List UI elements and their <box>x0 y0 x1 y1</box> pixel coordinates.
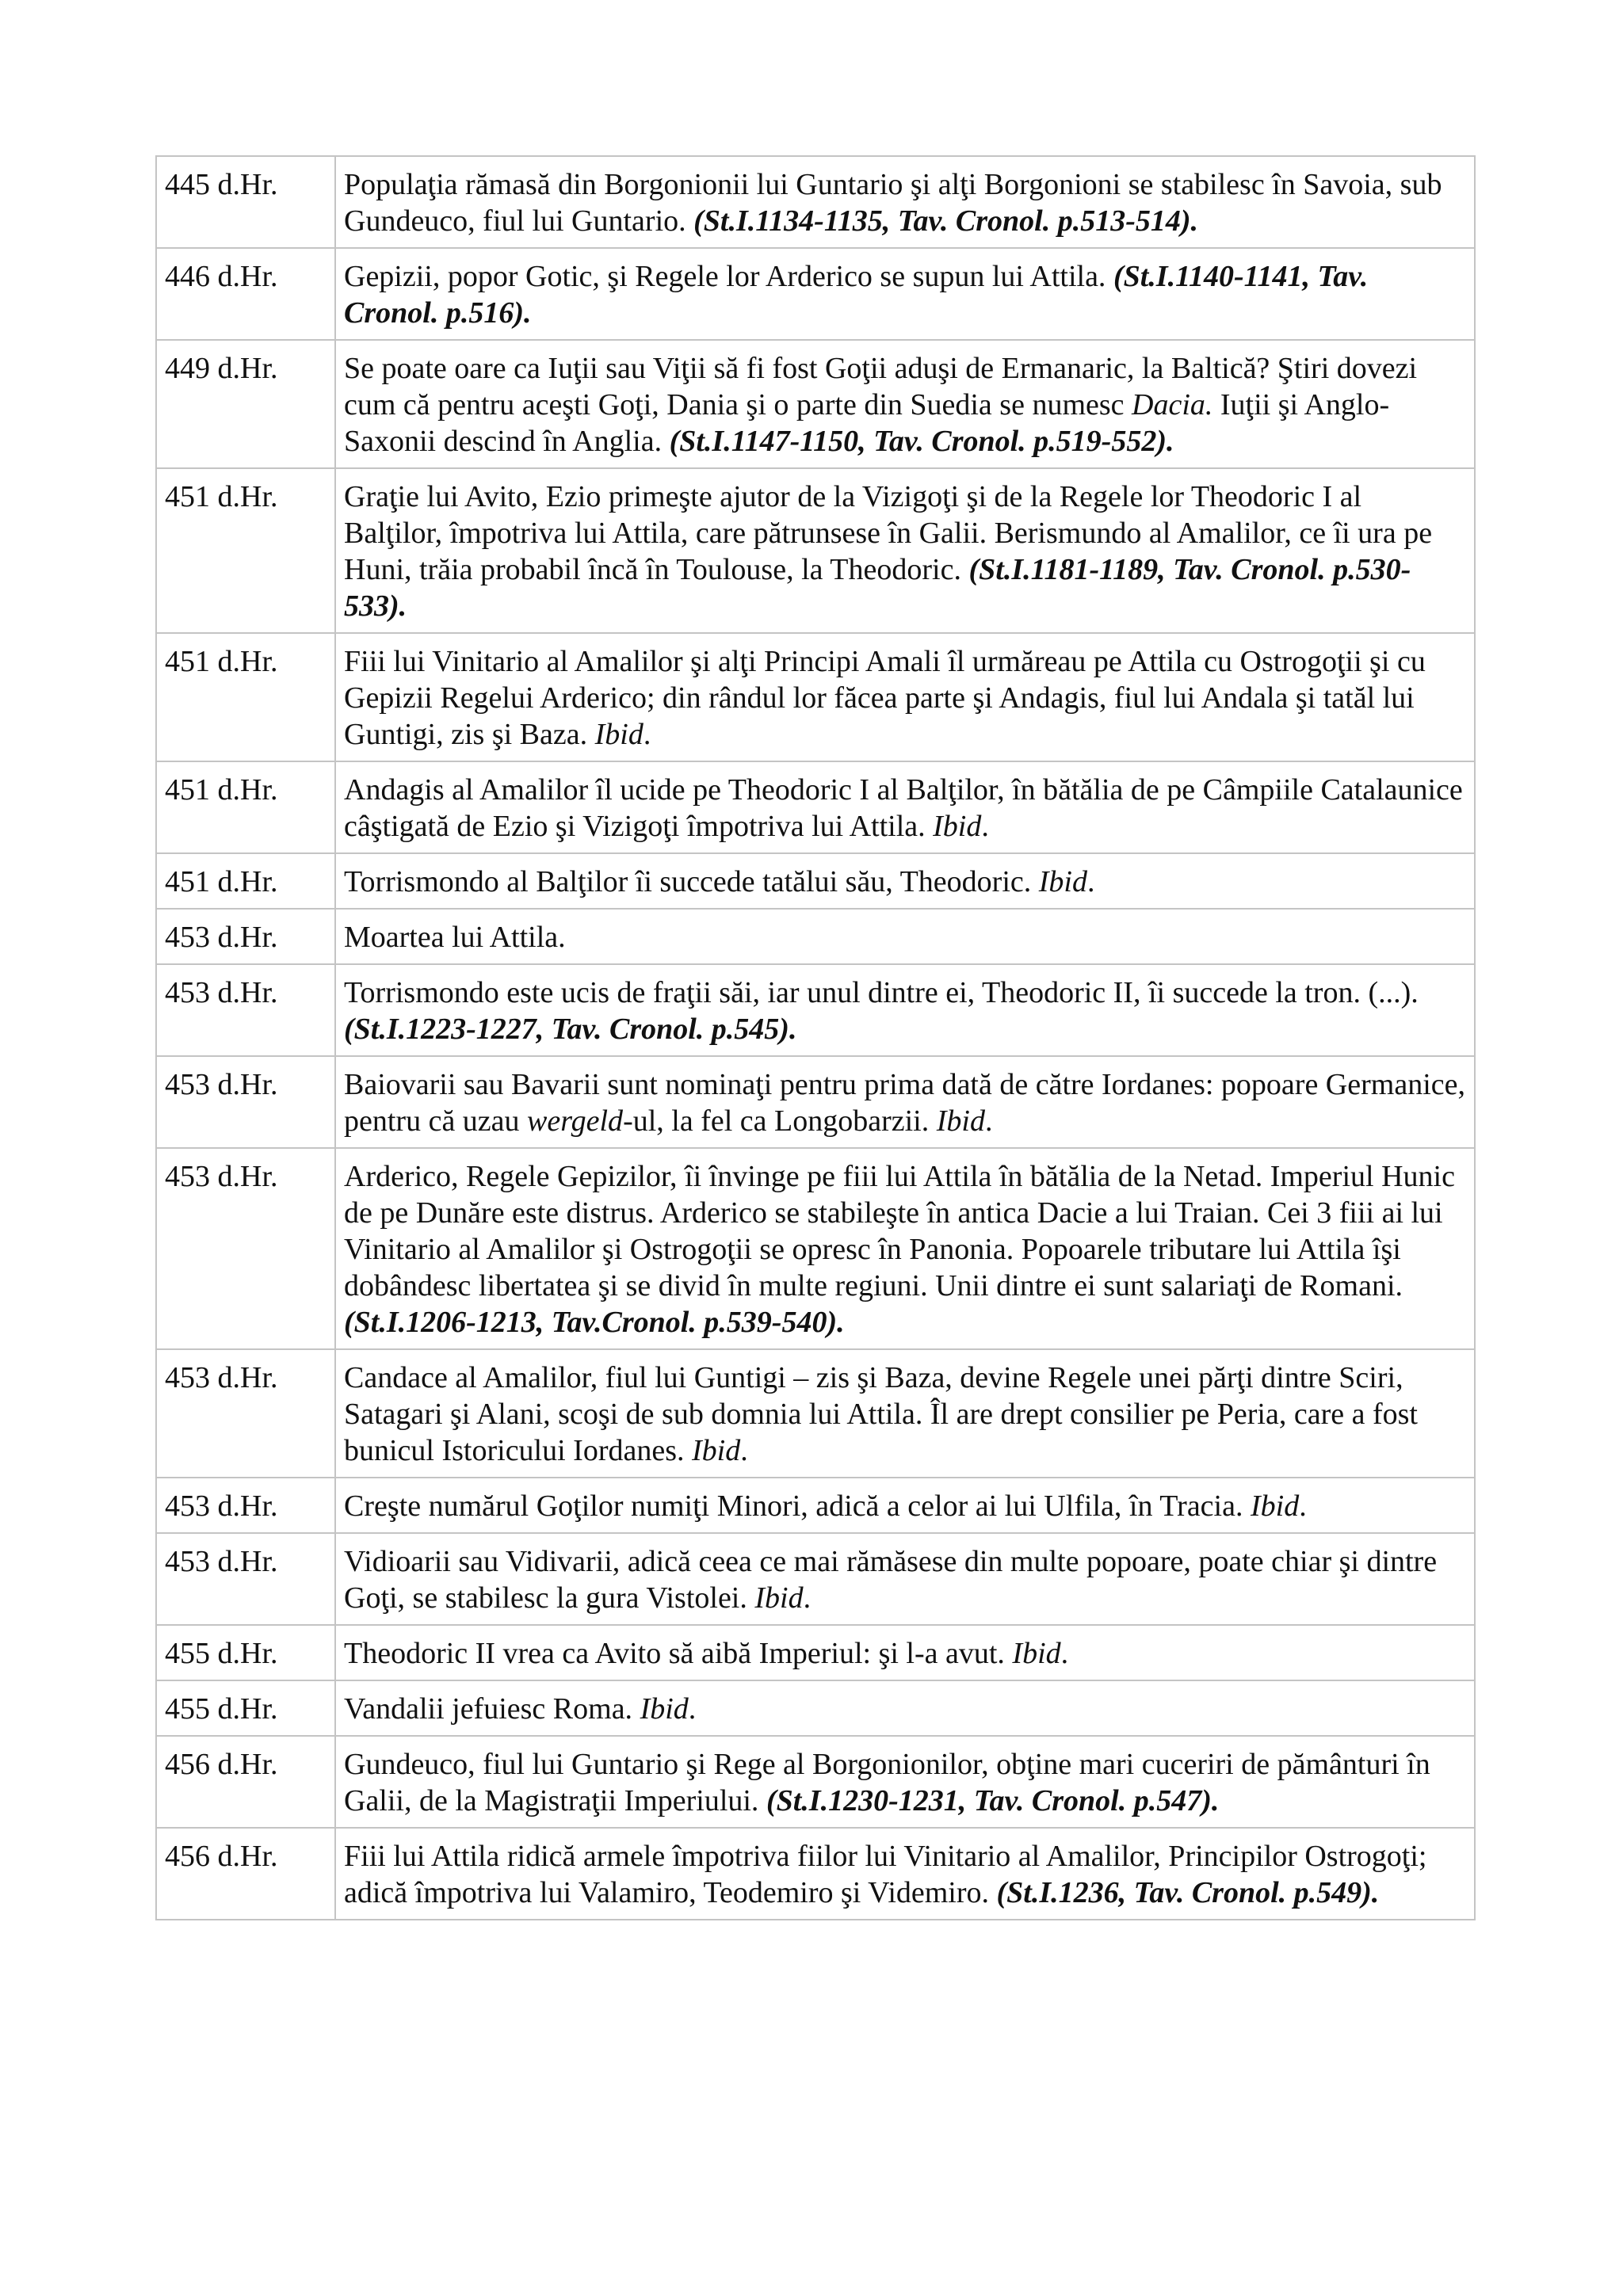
year-cell: 446 d.Hr. <box>156 248 335 340</box>
event-text: Vidioarii sau Vidivarii, adică ceea ce mai rămăsese din multe popoare, poate chiar şi dintre Goţi, se stabilesc la gura Vistolei. <box>344 1545 1438 1615</box>
table-row <box>156 1056 1475 1148</box>
event-text: . <box>803 1581 812 1615</box>
year-cell: 453 d.Hr. <box>156 1349 335 1478</box>
event-text-cell <box>335 909 1475 964</box>
event-text: Andagis al Amalilor îl ucide pe Theodoric I al Balţilor, în bătălia de pe Câmpiile Catalaunice câştigată de Ezio şi Vizigoţi împotriva lui Attila. <box>344 773 1463 843</box>
chronology-table-body <box>156 156 1475 1920</box>
event-text-cell <box>335 340 1475 468</box>
event-text: . <box>984 1104 993 1138</box>
source-reference: (St.I.1236, Tav. Cronol. p.549). <box>996 1876 1380 1909</box>
event-text: . <box>1086 865 1095 898</box>
table-row <box>156 1680 1475 1736</box>
source-reference: (St.I.1230-1231, Tav. Cronol. p.547). <box>766 1784 1220 1817</box>
event-text-cell <box>335 468 1475 633</box>
year-cell: 453 d.Hr. <box>156 1478 335 1533</box>
italic-text: Ibid <box>594 718 643 751</box>
event-text: Se poate oare ca Iuţii sau Viţii să fi fost Goţii aduşi de Ermanaric, la Baltică? Ştiri dovezi cum că pentru aceşti Goţi, Dania şi o parte din Suedia se numesc <box>344 352 1418 421</box>
year-cell: 451 d.Hr. <box>156 761 335 853</box>
event-text: Theodoric II vrea ca Avito să aibă Imperiul: şi l-a avut. <box>344 1637 1013 1670</box>
event-text-cell <box>335 1056 1475 1148</box>
table-row <box>156 1148 1475 1349</box>
event-text-cell <box>335 1148 1475 1349</box>
event-text: Fiii lui Vinitario al Amalilor şi alţi Principi Amali îl urmăreau pe Attila cu Ostrogoţii şi cu Gepizii Regelui Arderico; din rândul lor făcea parte şi Andagis, fiul lui Andala şi tatăl lui Guntigi, zis şi Baza. <box>344 645 1426 751</box>
event-text: . <box>740 1434 748 1467</box>
italic-text: Ibid <box>936 1104 985 1138</box>
event-text: . <box>1299 1489 1307 1523</box>
event-text-cell <box>335 964 1475 1056</box>
event-text-cell <box>335 1478 1475 1533</box>
table-row <box>156 340 1475 468</box>
italic-text: Ibid <box>640 1692 689 1726</box>
table-row <box>156 1828 1475 1920</box>
year-cell: 451 d.Hr. <box>156 853 335 909</box>
table-row <box>156 1736 1475 1828</box>
event-text-cell <box>335 761 1475 853</box>
table-row <box>156 853 1475 909</box>
event-text: Arderico, Regele Gepizilor, îi învinge pe fiii lui Attila în bătălia de la Netad. Imperiul Hunic de pe Dunăre este distrus. Arderico se stabileşte în antica Dacie a lui Traian. Cei 3 fiii ai lui Vinitario al Amalilor şi Ostrogoţii se opresc în Panonia. Popoarele tributare lui Attila îşi dobândesc libertatea şi se divid în multe regiuni. Unii dintre ei sunt salariaţi de Romani. <box>344 1160 1455 1302</box>
table-row <box>156 156 1475 248</box>
event-text-cell <box>335 1680 1475 1736</box>
italic-text: Ibid <box>692 1434 741 1467</box>
event-text: Torrismondo este ucis de fraţii săi, iar unul dintre ei, Theodoric II, îi succede la tron. (...). <box>344 976 1419 1009</box>
event-text-cell <box>335 1828 1475 1920</box>
table-row <box>156 909 1475 964</box>
year-cell: 453 d.Hr. <box>156 909 335 964</box>
year-cell: 455 d.Hr. <box>156 1625 335 1680</box>
year-cell: 456 d.Hr. <box>156 1828 335 1920</box>
year-cell: 451 d.Hr. <box>156 468 335 633</box>
event-text: Gundeuco, fiul lui Guntario şi Rege al Borgonionilor, obţine mari cuceriri de pământuri în Galii, de la Magistraţii Imperiului. <box>344 1748 1430 1817</box>
event-text-cell <box>335 248 1475 340</box>
event-text: . <box>1060 1637 1069 1670</box>
year-cell: 453 d.Hr. <box>156 1056 335 1148</box>
event-text: Moartea lui Attila. <box>344 921 566 954</box>
table-row <box>156 1349 1475 1478</box>
event-text-cell <box>335 633 1475 761</box>
event-text: Gepizii, popor Gotic, şi Regele lor Arderico se supun lui Attila. <box>344 260 1113 293</box>
table-row <box>156 248 1475 340</box>
source-reference: (St.I.1206-1213, Tav.Cronol. p.539-540). <box>344 1306 845 1339</box>
table-row <box>156 1533 1475 1625</box>
source-reference: (St.I.1223-1227, Tav. Cronol. p.545). <box>344 1013 797 1046</box>
year-cell: 456 d.Hr. <box>156 1736 335 1828</box>
source-reference: (St.I.1147-1150, Tav. Cronol. p.519-552). <box>669 425 1174 458</box>
italic-text: Ibid <box>1012 1637 1061 1670</box>
event-text: . <box>643 718 651 751</box>
event-text: Populaţia rămasă din Borgonionii lui Guntario şi alţi Borgonioni se stabilesc în Savoia, sub Gundeuco, fiul lui Guntario. <box>344 168 1442 238</box>
italic-text: Ibid <box>1250 1489 1300 1523</box>
event-text-cell <box>335 1625 1475 1680</box>
table-row <box>156 633 1475 761</box>
italic-text: Ibid <box>933 810 982 843</box>
italic-text: Ibid <box>1038 865 1087 898</box>
table-row <box>156 964 1475 1056</box>
event-text: . <box>981 810 989 843</box>
event-text: Candace al Amalilor, fiul lui Guntigi – zis şi Baza, devine Regele unei părţi dintre Sciri, Satagari şi Alani, scoşi de sub domnia lui Attila. Îl are drept consilier pe Peria, care a fost bunicul Istoricului Iordanes. <box>344 1361 1418 1467</box>
event-text: Vandalii jefuiesc Roma. <box>344 1692 640 1726</box>
event-text: Torrismondo al Balţilor îi succede tatălui său, Theodoric. <box>344 865 1039 898</box>
chronology-table <box>155 155 1476 1920</box>
event-text-cell <box>335 1533 1475 1625</box>
table-row <box>156 761 1475 853</box>
table-row <box>156 468 1475 633</box>
italic-text: wergeld <box>527 1104 624 1138</box>
source-reference: (St.I.1140-1141, Tav. Cronol. p.516). <box>344 260 1369 330</box>
event-text: Fiii lui Attila ridică armele împotriva fiilor lui Vinitario al Amalilor, Principilor Ostrogoţi; adică împotriva lui Valamiro, Teodemiro şi Videmiro. <box>344 1840 1427 1909</box>
source-reference: (St.I.1134-1135, Tav. Cronol. p.513-514). <box>693 204 1199 238</box>
italic-text: Ibid <box>754 1581 804 1615</box>
event-text: Creşte numărul Goţilor numiţi Minori, adică a celor ai lui Ulfila, în Tracia. <box>344 1489 1251 1523</box>
event-text: . <box>688 1692 697 1726</box>
year-cell: 453 d.Hr. <box>156 1533 335 1625</box>
italic-text: Dacia. <box>1132 388 1213 421</box>
event-text: Baiovarii sau Bavarii sunt nominaţi pentru prima dată de către Iordanes: popoare Germanice, pentru că uzau <box>344 1068 1465 1138</box>
event-text-cell <box>335 1736 1475 1828</box>
event-text: Iuţii şi Anglo-Saxonii descind în Anglia. <box>344 388 1390 458</box>
table-row <box>156 1625 1475 1680</box>
year-cell: 455 d.Hr. <box>156 1680 335 1736</box>
event-text-cell <box>335 853 1475 909</box>
year-cell: 445 d.Hr. <box>156 156 335 248</box>
event-text-cell <box>335 1349 1475 1478</box>
year-cell: 449 d.Hr. <box>156 340 335 468</box>
year-cell: 451 d.Hr. <box>156 633 335 761</box>
event-text: Graţie lui Avito, Ezio primeşte ajutor de la Vizigoţi şi de la Regele lor Theodoric I al Balţilor, împotriva lui Attila, care pătrunsese în Galii. Berismundo al Amalilor, ce îi ura pe Huni, trăia probabil încă în Toulouse, la Theodoric. <box>344 480 1433 586</box>
table-row <box>156 1478 1475 1533</box>
event-text: -ul, la fel ca Longobarzii. <box>623 1104 937 1138</box>
year-cell: 453 d.Hr. <box>156 964 335 1056</box>
source-reference: (St.I.1181-1189, Tav. Cronol. p.530-533). <box>344 553 1411 623</box>
year-cell: 453 d.Hr. <box>156 1148 335 1349</box>
event-text-cell <box>335 156 1475 248</box>
